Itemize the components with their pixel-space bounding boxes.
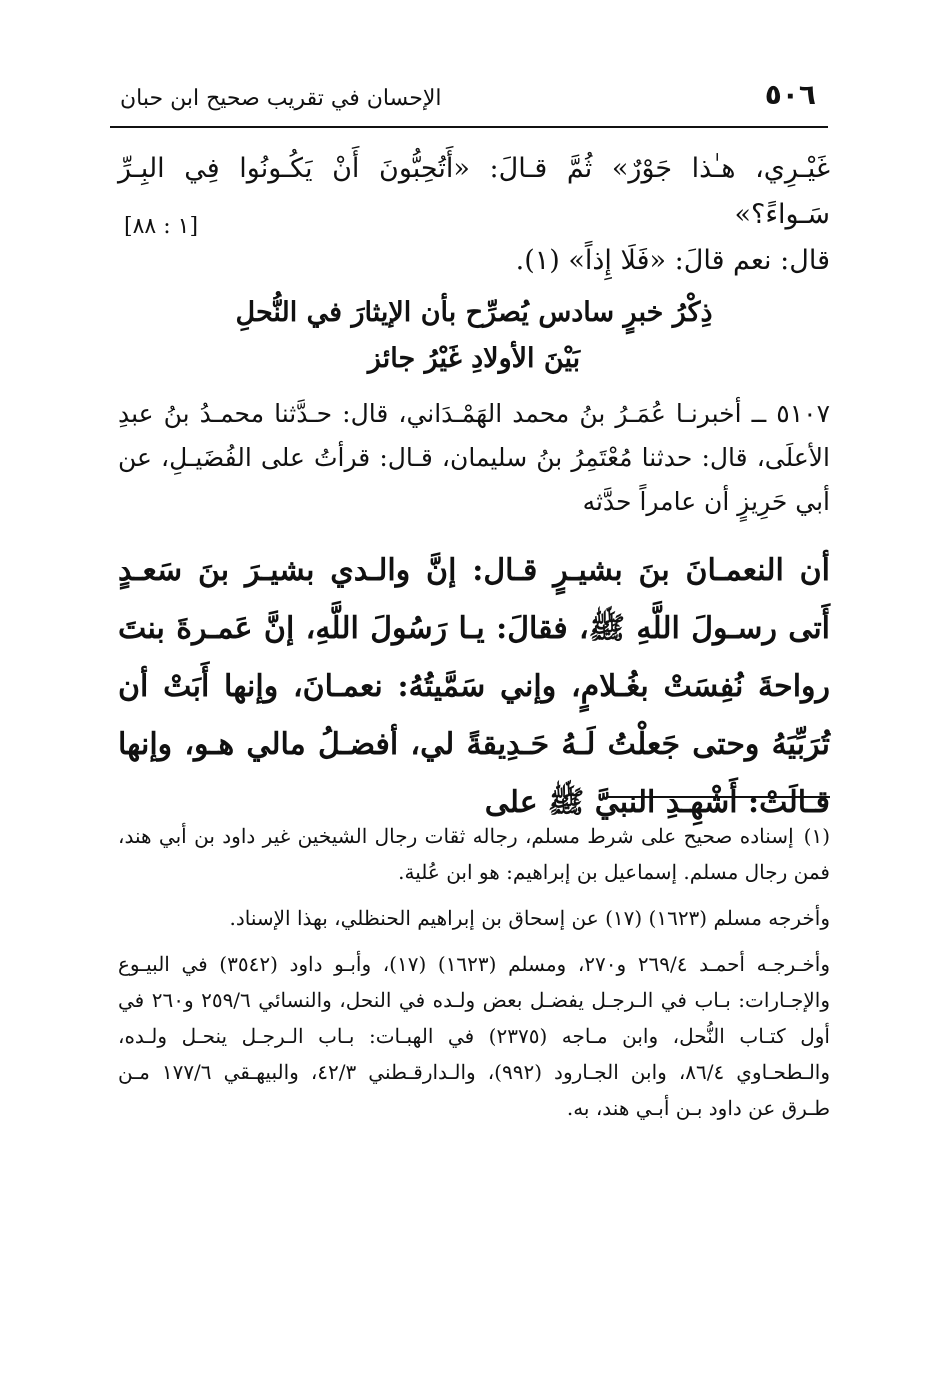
- section-heading-line-2: بَيْنَ الأولادِ غَيْرُ جائز: [367, 343, 581, 374]
- hadith-matn: أن النعمـانَ بنَ بشيـرٍ قـال: إنَّ والـدي بشيـرَ بنَ سَعـدٍ أَتى رسـولَ اللَّهِ ﷺ، فقالَ: يـا رَسُولَ اللَّهِ، إنَّ عَمـرةَ بنتَ رواحةَ نُفِسَتْ بغُـلامٍ، وإني سَمَّيتُهُ: نعمـانَ، وإنها أَبَتْ أن تُرَبِّيَهُ وحتى جَعلْتُ لَـهُ حَـدِيقةً لي، أفضـلُ مالي هـو، وإنها قـالَتْ: أَشْهِـدِ النبيَّ ﷺ على: [118, 553, 830, 820]
- footnote-divider: [606, 796, 830, 798]
- hadith-reference: [١ : ٨٨]: [124, 214, 199, 239]
- hadith-isnad: ٥١٠٧ ــ أخبرنـا عُمَـرُ بنُ محمد الهَمْـدَاني، قال: حـدَّثنا محمـدُ بنُ عبدِ الأعلَى، قال: حدثنا مُعْتَمِرُ بنُ سليمان، قـال: قرأتُ على الفُضَيـلِ، عن أبي حَرِيزٍ أن عامراً حدَّثه: [118, 399, 830, 516]
- footnotes: [118, 818, 830, 1136]
- continuation-line-2: قال: نعم قالَ: «فَلَا إِذاً» (١).: [515, 245, 830, 276]
- page-header: [110, 72, 828, 126]
- continuation-text: [118, 146, 830, 284]
- page-number: ٥٠٦: [764, 78, 816, 111]
- footnote-marker: (١): [803, 824, 830, 848]
- section-heading: [118, 290, 830, 382]
- footnote-paragraph: وأخـرجـه أحمـد ٢٦٩/٤ و٢٧٠، ومسلم (١٦٢٣) (١٧)، وأبـو داود (٣٥٤٢) في البيـوع والإجـارات: بـاب في الـرجـل يفضـل بعض ولـده في النحل، والنسائي ٢٥٩/٦ و٢٦٠ في أول كتـاب النُّحل، وابن مـاجه (٢٣٧٥) في الهبـات: بـاب الـرجـل ينحـل ولـده، والـطحـاوي ٨٦/٤، وابن الجـارود (٩٩٢)، والـدارقـطني ٤٢/٣، والبيهـقي ١٧٧/٦ مـن طـرق عن داود بـن أبـي هند، به.: [118, 952, 831, 1120]
- footnote-1: [118, 818, 830, 890]
- section-heading-line-1: ذِكْرُ خبرٍ سادس يُصرِّح بأن الإيثارَ في النُّحلِ: [235, 297, 713, 328]
- footnote-paragraph: وأخرجه مسلم (١٦٢٣) (١٧) عن إسحاق بن إبراهيم الحنظلي، بهذا الإسناد.: [229, 906, 830, 930]
- header-divider: [110, 126, 828, 128]
- continuation-line-1: غَيْـرِي، هـٰذا جَوْرٌ» ثُمَّ قـالَ: «أَتُحِبُّونَ أَنْ يَكُـونُوا فِي البِـرِّ سَـواءً؟»: [118, 153, 830, 230]
- running-title: الإحسان في تقريب صحيح ابن حبان: [120, 86, 442, 111]
- footnote-text: إسناده صحيح على شرط مسلم، رجاله ثقات رجال الشيخين غير داود بن أبي هند، فمن رجال مسلم. إسماعيل بن إبراهيم: هو ابن عُلية.: [118, 824, 830, 884]
